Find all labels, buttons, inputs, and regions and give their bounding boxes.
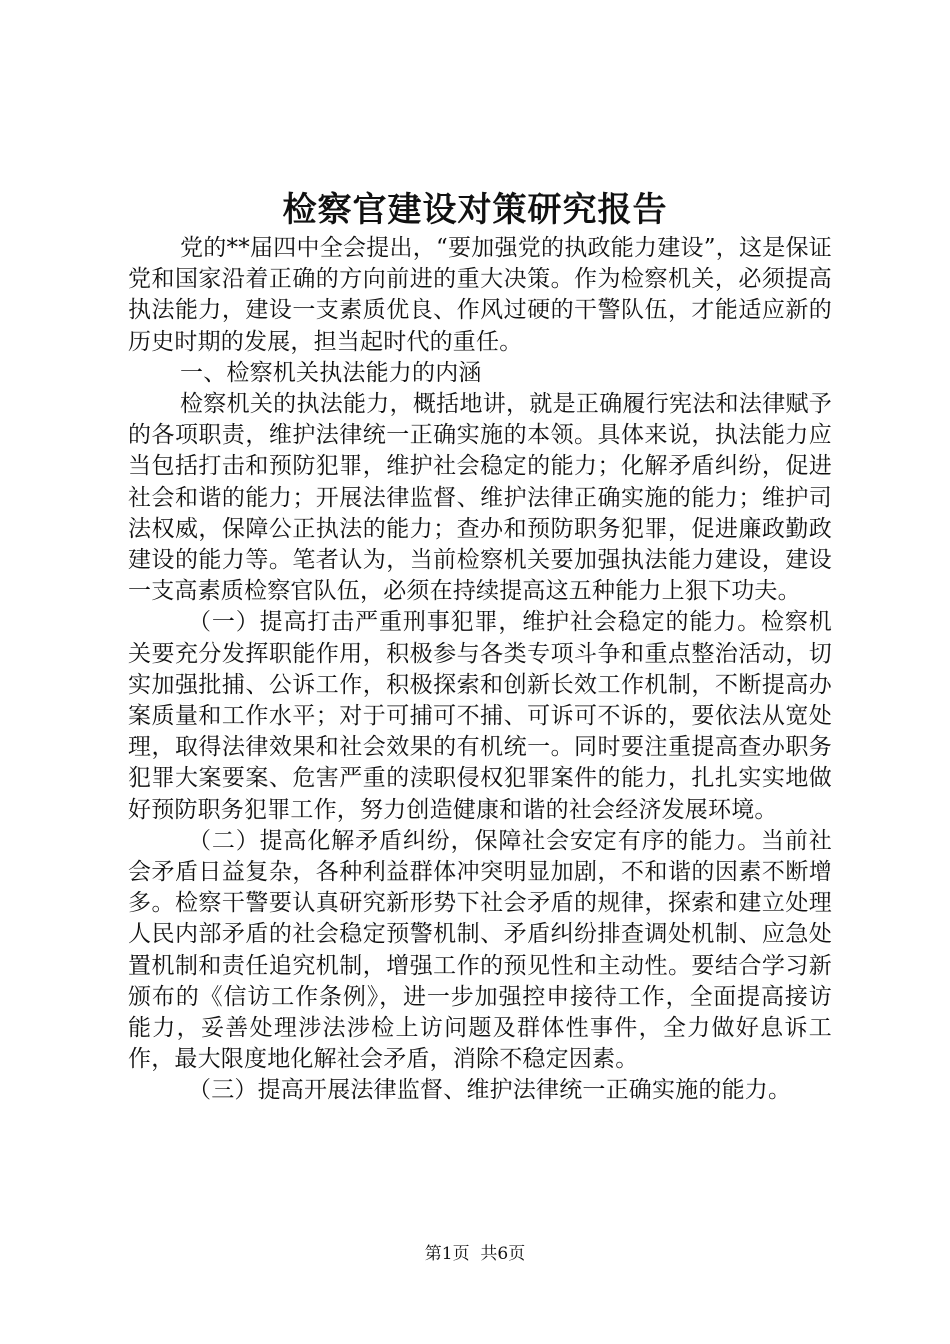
document-title: 检察官建设对策研究报告 — [282, 190, 668, 230]
page-number-label: 第1页 共6页 — [424, 1244, 526, 1264]
section-heading: 一、检察机关执法能力的内涵 — [180, 359, 482, 386]
subsection-paragraph-2: （二）提高化解矛盾纠纷，保障社会安定有序的能力。当前社会矛盾日益复杂，各种利益群体冲突明显加剧，不和谐的因素不断增多。检察干警要认真研究新形势下社会矛盾的规律，探索和建立处理人民内部矛盾的社会稳定预警机制、矛盾纠纷排查调处机制、应急处置机制和责任追究机制，增强工作的预见性和主动性。要结合学习新颁布的《信访工作条例》，进一步加强控申接待工作，全面提高接访能力，妥善处理涉法涉检上访问题及群体性事件，全力做好息诉工作，最大限度地化解社会矛盾，消除不稳定因素。 — [128, 827, 832, 1073]
page-footer — [0, 1243, 950, 1265]
document-body — [128, 233, 832, 1107]
intro-paragraph: 党的**届四中全会提出，“要加强党的执政能力建设”，这是保证党和国家沿着正确的方向前进的重大决策。作为检察机关，必须提高执法能力，建设一支素质优良、作风过硬的干警队伍，才能适应新的历史时期的发展，担当起时代的重任。 — [128, 235, 832, 355]
body-paragraph: 检察机关的执法能力，概括地讲，就是正确履行宪法和法律赋予的各项职责，维护法律统一正确实施的本领。具体来说，执法能力应当包括打击和预防犯罪，维护社会稳定的能力；化解矛盾纠纷，促进社会和谐的能力；开展法律监督、维护法律正确实施的能力；维护司法权威，保障公正执法的能力；查办和预防职务犯罪，促进廉政勤政建设的能力等。笔者认为，当前检察机关要加强执法能力建设，建设一支高素质检察官队伍，必须在持续提高这五种能力上狠下功夫。 — [128, 391, 832, 605]
subsection-paragraph-3: （三）提高开展法律监督、维护法律统一正确实施的能力。 — [188, 1077, 792, 1104]
subsection-paragraph-1: （一）提高打击严重刑事犯罪，维护社会稳定的能力。检察机关要充分发挥职能作用，积极参与各类专项斗争和重点整治活动，切实加强批捕、公诉工作，积极探索和创新长效工作机制，不断提高办案质量和工作水平；对于可捕可不捕、可诉可不诉的，要依法从宽处理，取得法律效果和社会效果的有机统一。同时要注重提高查办职务犯罪大案要案、危害严重的渎职侵权犯罪案件的能力，扎扎实实地做好预防职务犯罪工作，努力创造健康和谐的社会经济发展环境。 — [128, 609, 832, 823]
